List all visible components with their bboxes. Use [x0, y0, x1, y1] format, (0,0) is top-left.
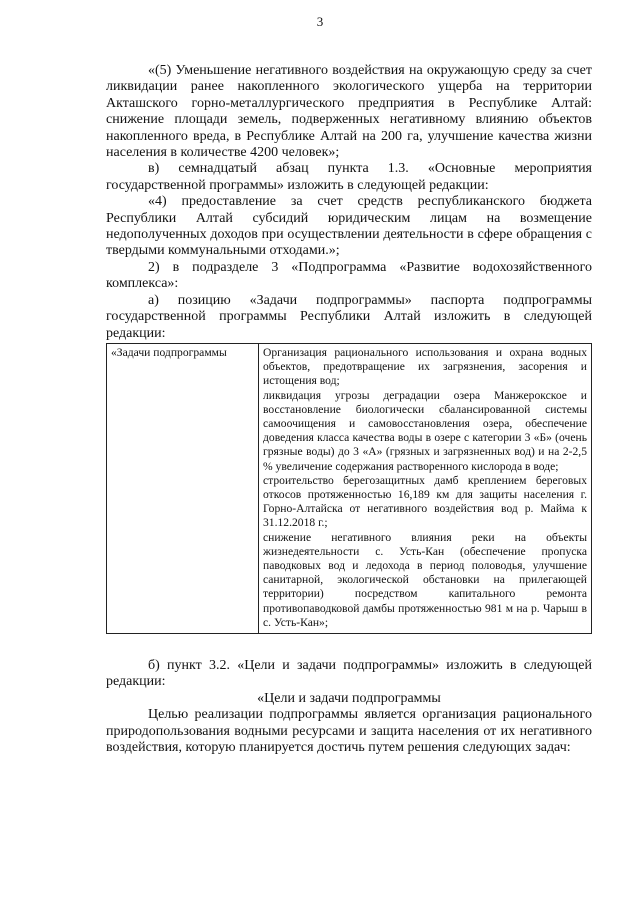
- paragraph-goals: Целью реализации подпрограммы является организация рационального природопользования водными ресурсами и защита населения от их негативного воздействия, которую планируется достичь путем решения следующих задач:: [106, 707, 592, 755]
- table-value-cell: [259, 343, 592, 633]
- task-item: Организация рационального использования и охрана водных объектов, предотвращение их загрязнения, засорения и истощения вод;: [263, 345, 587, 388]
- tasks-table: [106, 343, 592, 634]
- paragraph-point-b: б) пункт 3.2. «Цели и задачи подпрограммы» изложить в следующей редакции:: [106, 657, 592, 690]
- task-item: снижение негативного влияния реки на объекты жизнедеятельности с. Усть-Кан (обеспечение пропуска паводковых вод и ледохода в период половодья, улучшение санитарной, экологической обстановки на прилегающей территории) посредством капитального ремонта противопаводковой дамбы протяженностью 981 м на р. Чарыш в с. Усть-Кан»;: [263, 530, 587, 629]
- page-number: 3: [316, 14, 324, 29]
- table-label-cell: «Задачи подпрограммы: [107, 343, 259, 633]
- paragraph-item-5: «(5) Уменьшение негативного воздействия на окружающую среду за счет ликвидации ранее накопленного экологического ущерба на территории Акташского горно-металлургического предприятия в Республике Алтай: снижение площади земель, подверженных негативному влиянию объектов накопленного вреда, в Республике Алтай на 200 га, улучшение качества жизни населения в количестве 4200 человек»;: [106, 63, 592, 161]
- paragraph-point-a: а) позицию «Задачи подпрограммы» паспорта подпрограммы государственной программы Республики Алтай изложить в следующей редакции:: [106, 292, 592, 341]
- task-item: ликвидация угрозы деградации озера Манжерокское и восстановление биологически сбалансированной системы самоочищения и самовосстановления озера, обеспечение доведения класса качества воды в озере с категории 3 «Б» (очень грязные воды) до 3 «А» (грязных и загрязненных вод) и на 2-2,5 % увеличение содержания растворенного кислорода в воде;: [263, 388, 587, 473]
- paragraph-subsection-3: 2) в подразделе 3 «Подпрограмма «Развитие водохозяйственного комплекса»:: [106, 259, 592, 292]
- paragraph-point-v: в) семнадцатый абзац пункта 1.3. «Основные мероприятия государственной программы» изложить в следующей редакции:: [106, 161, 592, 193]
- document-body: [106, 63, 592, 756]
- paragraph-item-4: «4) предоставление за счет средств республиканского бюджета Республики Алтай субсидий юридическим лицам на возмещение недополученных доходов при осуществлении деятельности в сфере обращения с твердыми коммунальными отходами.»;: [106, 194, 592, 259]
- section-heading: «Цели и задачи подпрограммы: [257, 690, 441, 706]
- task-item: строительство берегозащитных дамб креплением береговых откосов протяженностью 16,189 км для защиты населения г. Горно-Алтайска от негативного воздействия вод р. Майма к 31.12.2018 г.;: [263, 473, 587, 530]
- section-after-table: [106, 658, 592, 756]
- table-row: [107, 343, 592, 633]
